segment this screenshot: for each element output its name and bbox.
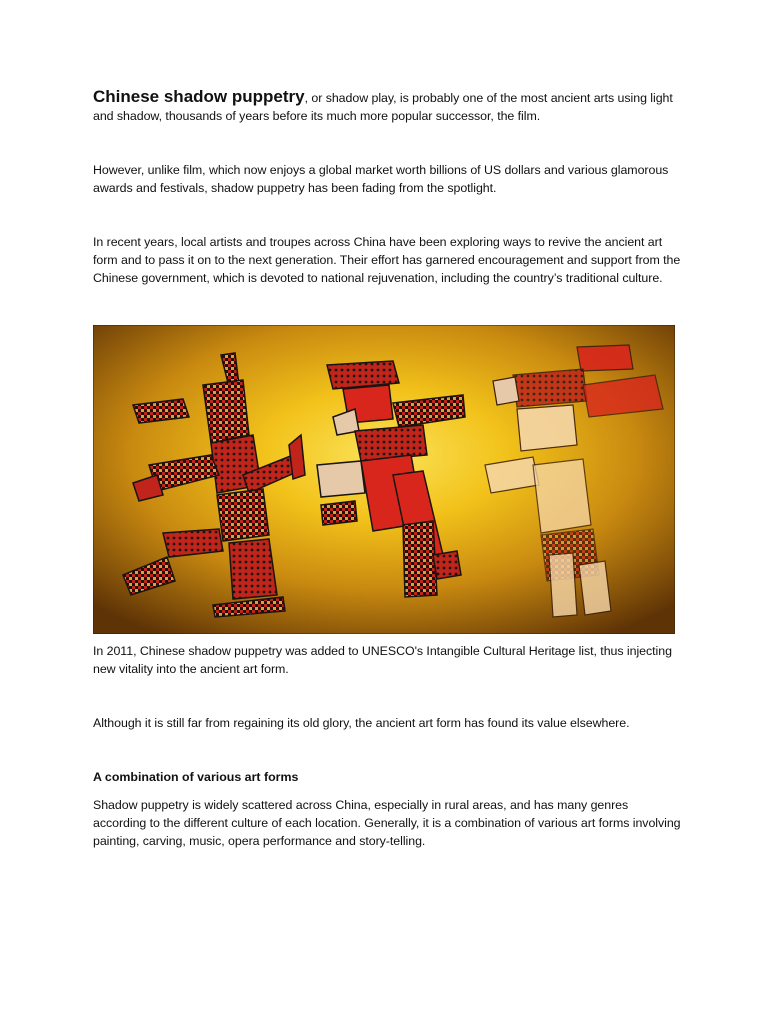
section-heading: A combination of various art forms (93, 770, 299, 784)
paragraph-revival-efforts: In recent years, local artists and troupes across China have been exploring ways to revive the ancient art form and to pass it on to the next generation. Their effort has garnered encouragement and support from the Chinese government, which is devoted to national rejuvenation, including the country’s traditional culture. (93, 235, 681, 285)
article-body (93, 88, 683, 850)
article-title: Chinese shadow puppetry (93, 87, 305, 106)
intro-text: , or shadow play, is probably one of the most ancient arts using light and shadow, thousands of years before its much more popular successor, the film. (93, 91, 673, 123)
paragraph-film-comparison: However, unlike film, which now enjoys a global market worth billions of US dollars and various glamorous awards and festivals, shadow puppetry has been fading from the spotlight. (93, 163, 669, 195)
paragraph-old-glory: Although it is still far from regaining its old glory, the ancient art form has found its value elsewhere. (93, 716, 630, 730)
intro-paragraph (93, 88, 683, 125)
paragraph-unesco: In 2011, Chinese shadow puppetry was added to UNESCO's Intangible Cultural Heritage list, thus injecting new vitality into the ancient art form. (93, 644, 672, 676)
paragraph-art-forms: Shadow puppetry is widely scattered across China, especially in rural areas, and has many genres according to the different culture of each location. Generally, it is a combination of various art forms involving painting, carving, music, opera performance and story-telling. (93, 798, 681, 848)
shadow-puppets-photo (93, 325, 675, 634)
